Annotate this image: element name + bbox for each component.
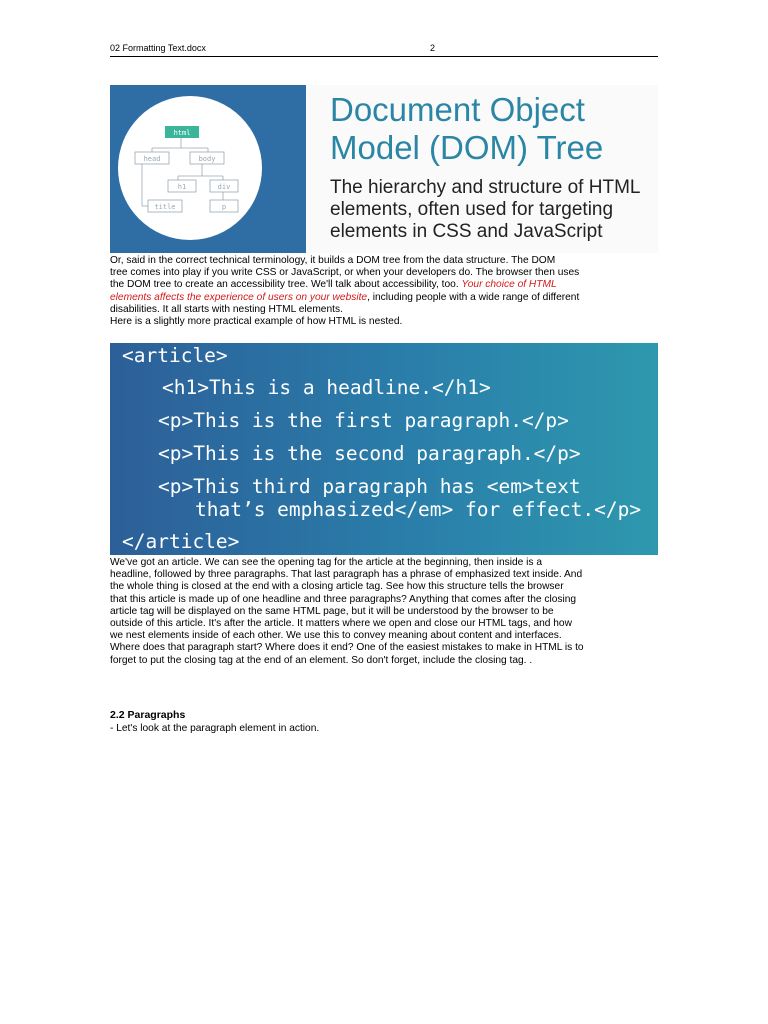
paragraph-line: Or, said in the correct technical terminology, it builds a DOM tree from the data structure. The DOM	[110, 255, 556, 266]
code-line: </article>	[122, 530, 240, 553]
banner-subtitle-line-1: The hierarchy and structure of HTML	[330, 177, 641, 198]
article-explanation-paragraph	[110, 557, 662, 667]
paragraph-line: outside of this article. It's after the article. It matters where we open and close our HTML tags, and how	[110, 618, 572, 630]
document-filename: 02 Formatting Text.docx	[110, 43, 206, 53]
tree-node-p-label: p	[221, 203, 227, 211]
paragraph-line: Here is a slightly more practical example of how HTML is nested.	[110, 316, 403, 328]
paragraph-line: headline, followed by three paragraphs. That last paragraph has a phrase of emphasized text inside. And	[110, 569, 583, 581]
code-line: <p>This third paragraph has <em>text	[158, 475, 581, 498]
paragraph-line: forget to put the closing tag at the end of an element. So don't forget, include the closing tag. .	[110, 654, 533, 666]
paragraph-line: Where does that paragraph start? Where does it end? One of the easiest mistakes to make in HTML is to	[110, 642, 584, 654]
code-line: <article>	[122, 344, 228, 367]
paragraph-text: , including people with a wide range of different	[367, 291, 580, 303]
tree-node-html-label: html	[173, 129, 191, 137]
paragraph-line: that this article is made up of one headline and three paragraphs? Anything that comes after the closing	[110, 593, 577, 605]
section-intro: - Let's look at the paragraph element in action.	[110, 723, 320, 734]
code-line: that’s emphasized</em> for effect.</p>	[195, 498, 642, 521]
banner-title	[330, 91, 660, 167]
tree-node-title-label: title	[154, 203, 176, 211]
code-line: <h1>This is a headline.</h1>	[162, 376, 491, 399]
paragraph-line: we nest elements inside of each other. We use this to convey meaning about content and interfaces.	[110, 630, 562, 642]
banner-subtitle-line-2: elements, often used for targeting	[330, 199, 614, 220]
emphasis-text: elements affects the experience of users on your website	[110, 291, 368, 303]
paragraph-line: We've got an article. We can see the opening tag for the article at the beginning, then inside is a	[110, 557, 542, 568]
dom-tree-banner-image	[110, 85, 658, 253]
intro-paragraph	[110, 255, 662, 328]
paragraph-line	[110, 292, 662, 304]
tree-node-h1-label: h1	[177, 183, 187, 191]
paragraph-line: the whole thing is closed at the end with a closing article tag. See how this structure tells the browser	[110, 581, 564, 593]
banner-subtitle	[330, 177, 660, 243]
paragraph-line: tree comes into play if you write CSS or JavaScript, or when your developers do. The browser then uses	[110, 267, 580, 279]
tree-node-div-label: div	[217, 183, 231, 191]
paragraph-line: disabilities. It all starts with nesting HTML elements.	[110, 303, 343, 315]
tree-node-head-label: head	[143, 155, 161, 163]
code-line: <p>This is the second paragraph.</p>	[158, 442, 581, 465]
page-number: 2	[430, 43, 436, 53]
html-nesting-code-image	[110, 343, 658, 555]
tree-node-body-label: body	[198, 155, 216, 163]
paragraph-line	[110, 279, 662, 291]
header-divider	[110, 56, 658, 57]
banner-title-line-1: Document Object	[330, 91, 585, 128]
paragraph-text: the DOM tree to create an accessibility tree. We'll talk about accessibility, too.	[110, 279, 462, 291]
banner-title-line-2: Model (DOM) Tree	[330, 129, 604, 166]
emphasis-text: Your choice of HTML	[461, 279, 557, 291]
banner-subtitle-line-3: elements in CSS and JavaScript	[330, 221, 603, 242]
paragraph-line: article tag will be displayed on the same HTML page, but it will be understood by the browser to be	[110, 605, 554, 617]
section-heading: 2.2 Paragraphs	[110, 709, 186, 721]
dom-tree-diagram	[118, 96, 262, 240]
code-line: <p>This is the first paragraph.</p>	[158, 409, 569, 432]
